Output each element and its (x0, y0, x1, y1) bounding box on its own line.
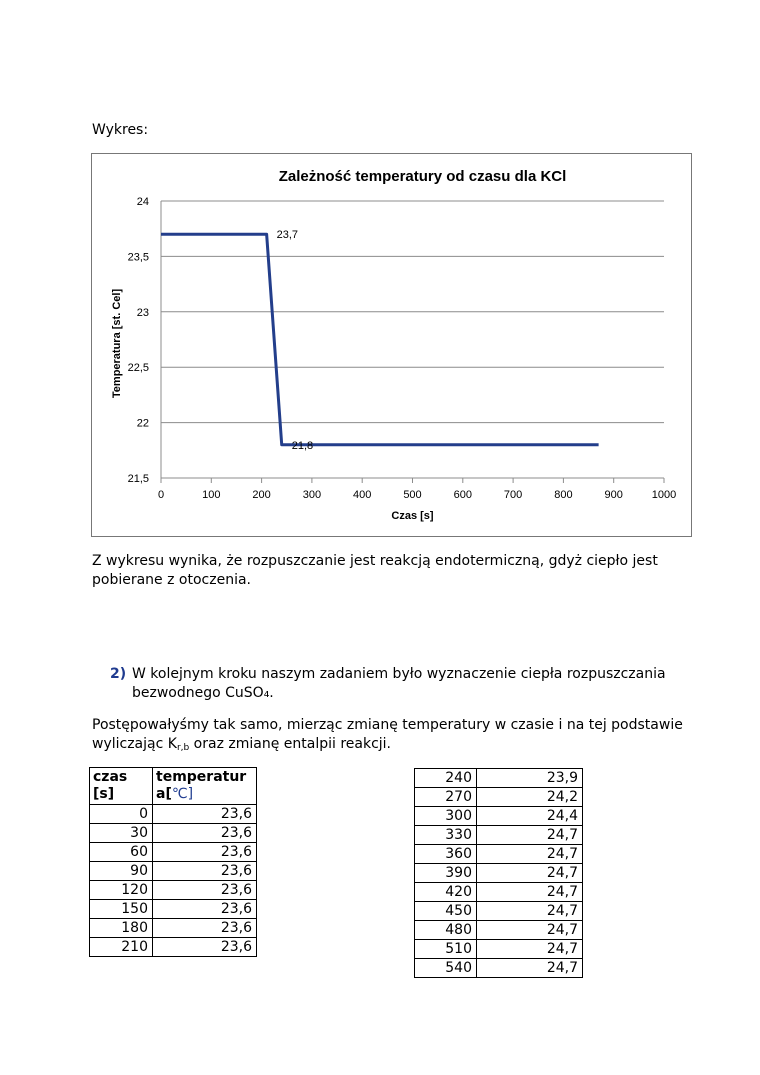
temperature-cell: 24,2 (477, 788, 583, 807)
x-tick-label: 1000 (651, 489, 677, 501)
table-row (90, 824, 257, 843)
para-subscript: r,b (176, 743, 190, 753)
table-row (90, 881, 257, 900)
time-cell: 330 (415, 826, 477, 845)
x-tick-label: 300 (302, 489, 322, 501)
celsius-unit: ℃] (171, 786, 194, 802)
x-tick-label: 100 (202, 489, 221, 501)
y-tick-label: 21,5 (127, 473, 149, 485)
header-temperature-text: temperatur a[ (156, 769, 247, 802)
time-cell: 510 (415, 940, 477, 959)
temperature-cell: 24,7 (477, 959, 583, 978)
series-line (161, 234, 599, 445)
time-cell: 480 (415, 921, 477, 940)
time-cell: 240 (415, 769, 477, 788)
time-cell: 60 (90, 843, 153, 862)
temperature-cell: 23,6 (153, 938, 257, 957)
table-row (90, 919, 257, 938)
data-label: 23,7 (276, 229, 299, 242)
y-tick-label: 22 (136, 417, 149, 430)
temperature-cell: 23,6 (153, 805, 257, 824)
temperature-cell: 23,9 (477, 769, 583, 788)
table-row (90, 843, 257, 862)
time-cell: 390 (415, 864, 477, 883)
method-paragraph (92, 716, 702, 754)
temperature-cell: 24,4 (477, 807, 583, 826)
x-tick-label: 800 (554, 489, 573, 501)
header-time: czas [s] (90, 768, 153, 805)
item-number: 2) (110, 666, 127, 682)
measurement-table-1 (89, 767, 257, 957)
time-cell: 540 (415, 959, 477, 978)
time-cell: 30 (90, 824, 153, 843)
table-row (90, 805, 257, 824)
time-cell: 450 (415, 902, 477, 921)
temperature-cell: 23,6 (153, 900, 257, 919)
table-row (415, 883, 583, 902)
time-cell: 120 (90, 881, 153, 900)
table-row (90, 938, 257, 957)
temperature-cell: 23,6 (153, 862, 257, 881)
time-cell: 180 (90, 919, 153, 938)
header-temperature (153, 768, 257, 805)
x-axis-label: Czas [s] (391, 510, 434, 522)
time-cell: 0 (90, 805, 153, 824)
time-cell: 90 (90, 862, 153, 881)
x-tick-label: 400 (353, 489, 372, 501)
x-tick-label: 0 (157, 489, 165, 501)
table-row (415, 845, 583, 864)
temperature-cell: 24,7 (477, 864, 583, 883)
table-row (415, 807, 583, 826)
temperature-cell: 23,6 (153, 824, 257, 843)
temperature-cell: 24,7 (477, 940, 583, 959)
time-cell: 360 (415, 845, 477, 864)
time-cell: 150 (90, 900, 153, 919)
table-row (415, 769, 583, 788)
x-tick-label: 600 (453, 489, 472, 501)
y-tick-label: 24 (136, 196, 149, 208)
temperature-cell: 24,7 (477, 883, 583, 902)
measurement-table-2 (414, 768, 583, 978)
para-text-before: Postępowałyśmy tak samo, mierząc zmianę temperatury w czasie i na tej podstawie wyliczając K (92, 717, 683, 752)
x-tick-label: 200 (252, 489, 271, 501)
temperature-cell: 24,7 (477, 902, 583, 921)
x-tick-label: 500 (403, 489, 422, 501)
table-row (415, 940, 583, 959)
y-axis-label: Temperatura [st. Cel] (111, 288, 123, 399)
temperature-cell: 23,6 (153, 881, 257, 900)
data-label: 21,8 (291, 439, 314, 452)
item-text: W kolejnym kroku naszym zadaniem było wyznaczenie ciepła rozpuszczania bezwodnego CuSO₄. (132, 666, 666, 701)
y-tick-label: 23 (136, 306, 149, 319)
time-cell: 420 (415, 883, 477, 902)
time-cell: 210 (90, 938, 153, 957)
conclusion-paragraph: Z wykresu wynika, że rozpuszczanie jest reakcją endotermiczną, gdyż ciepło jest pobierane z otoczenia. (92, 553, 658, 588)
x-tick-label: 700 (503, 489, 523, 501)
temperature-cell: 23,6 (153, 919, 257, 938)
para-text-after: oraz zmianę entalpii reakcji. (189, 736, 391, 752)
time-cell: 300 (415, 807, 477, 826)
x-tick-label: 900 (604, 489, 623, 501)
table-row (90, 900, 257, 919)
chart-title: Zależność temperatury od czasu dla KCl (278, 168, 567, 185)
temperature-cell: 24,7 (477, 921, 583, 940)
table-row (415, 902, 583, 921)
table-row (415, 921, 583, 940)
section-label: Wykres: (92, 122, 149, 138)
table-row (415, 959, 583, 978)
y-tick-label: 22,5 (127, 362, 149, 375)
table-row (415, 864, 583, 883)
table-row (90, 862, 257, 881)
temperature-chart (91, 153, 692, 537)
y-tick-label: 23,5 (127, 251, 149, 264)
temperature-cell: 23,6 (153, 843, 257, 862)
table-row (415, 826, 583, 845)
table-header-row (90, 768, 257, 805)
temperature-cell: 24,7 (477, 845, 583, 864)
table-row (415, 788, 583, 807)
time-cell: 270 (415, 788, 477, 807)
temperature-cell: 24,7 (477, 826, 583, 845)
